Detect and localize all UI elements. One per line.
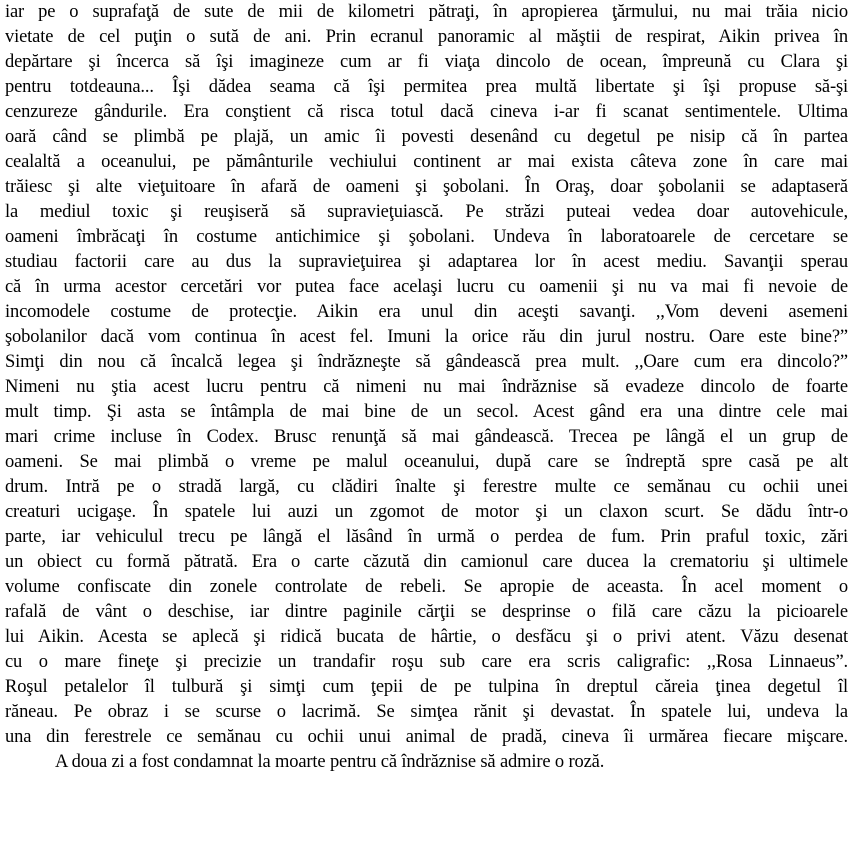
text-line: lui Aikin. Acesta se aplecă şi ridică bucata de hârtie, o desfăcu şi o privi atent. Văzu desenat [5, 627, 848, 647]
text-line: că în urma acestor cercetări vor putea face acelaşi lucru cu oamenii şi nu va mai fi nevoie de [5, 277, 848, 297]
text-line: mari crime incluse în Codex. Brusc renunţă să mai gândească. Trecea pe lângă el un grup de [5, 427, 848, 447]
text-line: Simţi din nou că încalcă legea şi îndrăzneşte să gândească prea mult. ,,Oare cum era dincolo?” [5, 352, 848, 372]
text-line: cealaltă a oceanului, pe pământurile vechiului continent ar mai exista câteva zone în care mai [5, 152, 848, 172]
text-line: oameni. Se mai plimbă o vreme pe malul oceanului, după care se îndreptă spre casă pe alt [5, 452, 848, 472]
text-line: pentru totdeauna... Îşi dădea seama că îşi permitea prea multă libertate şi îşi propuse să-şi [5, 77, 848, 97]
text-line: studiau factorii care au dus la supravieţuirea şi adaptarea lor în acest mediu. Savanţii sperau [5, 252, 848, 272]
text-line: depărtare şi încerca să îşi imagineze cum ar fi viaţa dincolo de ocean, împreună cu Clara şi [5, 52, 848, 72]
text-line: rafală de vânt o deschise, iar dintre paginile cărţii se desprinse o filă care căzu la picioarele [5, 602, 848, 622]
text-line: vietate de cel puţin o sută de ani. Prin ecranul panoramic al măştii de respirat, Aikin privea în [5, 27, 848, 47]
text-line: trăiesc şi alte vieţuitoare în afară de oameni şi şobolani. În Oraş, doar şobolanii se adaptaseră [5, 177, 848, 197]
paragraph-main [5, 0, 848, 750]
text-line: incomodele costume de protecţie. Aikin era unul din aceşti savanţi. ,,Vom deveni asemeni [5, 302, 848, 322]
text-line: iar pe o suprafaţă de sute de mii de kilometri pătraţi, în apropierea ţărmului, nu mai trăia nicio [5, 2, 848, 22]
text-line: şobolanilor dacă vom continua în acest fel. Imuni la orice rău din jurul nostru. Oare este bine?” [5, 327, 848, 347]
text-line: Nimeni nu ştia acest lucru pentru că nimeni nu mai îndrăznise să evadeze dincolo de foarte [5, 377, 848, 397]
text-line: cenzureze gândurile. Era conştient că risca totul dacă cineva i-ar fi scanat sentimentele. Ultima [5, 102, 848, 122]
text-line: Roşul petalelor îl tulbură şi simţi cum ţepii de pe tulpina în dreptul căreia ţinea degetul îl [5, 677, 848, 697]
text-line: oameni îmbrăcaţi în costume antichimice şi şobolani. Undeva în laboratoarele de cercetare se [5, 227, 848, 247]
text-line: răneau. Pe obraz i se scurse o lacrimă. Se simţea rănit şi devastat. În spatele lui, undeva la [5, 702, 848, 722]
text-line: una din ferestrele ce semănau cu ochii unui animal de pradă, cineva îi urmărea fiecare mişcare. [5, 727, 848, 747]
text-line: oară când se plimbă pe plajă, un amic îi povesti desenând cu degetul pe nisip că în partea [5, 127, 848, 147]
text-line: parte, iar vehiculul trecu pe lângă el lăsând în urmă o perdea de fum. Prin praful toxic, zări [5, 527, 848, 547]
text-line: un obiect cu formă pătrată. Era o carte căzută din camionul care ducea la crematoriu şi ultimele [5, 552, 848, 572]
text-line: creaturi ucigaşe. În spatele lui auzi un zgomot de motor şi un claxon scurt. Se dădu într-o [5, 502, 848, 522]
paragraph-final [5, 750, 848, 775]
text-line: cu o mare fineţe şi precizie un trandafir roşu sub care era scris caligrafic: ,,Rosa Linnaeus”. [5, 652, 848, 672]
text-line: drum. Intră pe o stradă largă, cu clădiri înalte şi ferestre multe ce semănau cu ochii unei [5, 477, 848, 497]
document-page [5, 0, 848, 775]
text-line: mult timp. Şi asta se întâmpla de mai bine de un secol. Acest gând era una dintre cele mai [5, 402, 848, 422]
text-line: volume confiscate din zonele controlate de rebeli. Se apropie de aceasta. În acel moment o [5, 577, 848, 597]
text-line: la mediul toxic şi reuşiseră să supravieţuiască. Pe străzi puteai vedea doar autovehicule, [5, 202, 848, 222]
text-line-final: A doua zi a fost condamnat la moarte pentru că îndrăznise să admire o roză. [55, 752, 605, 772]
